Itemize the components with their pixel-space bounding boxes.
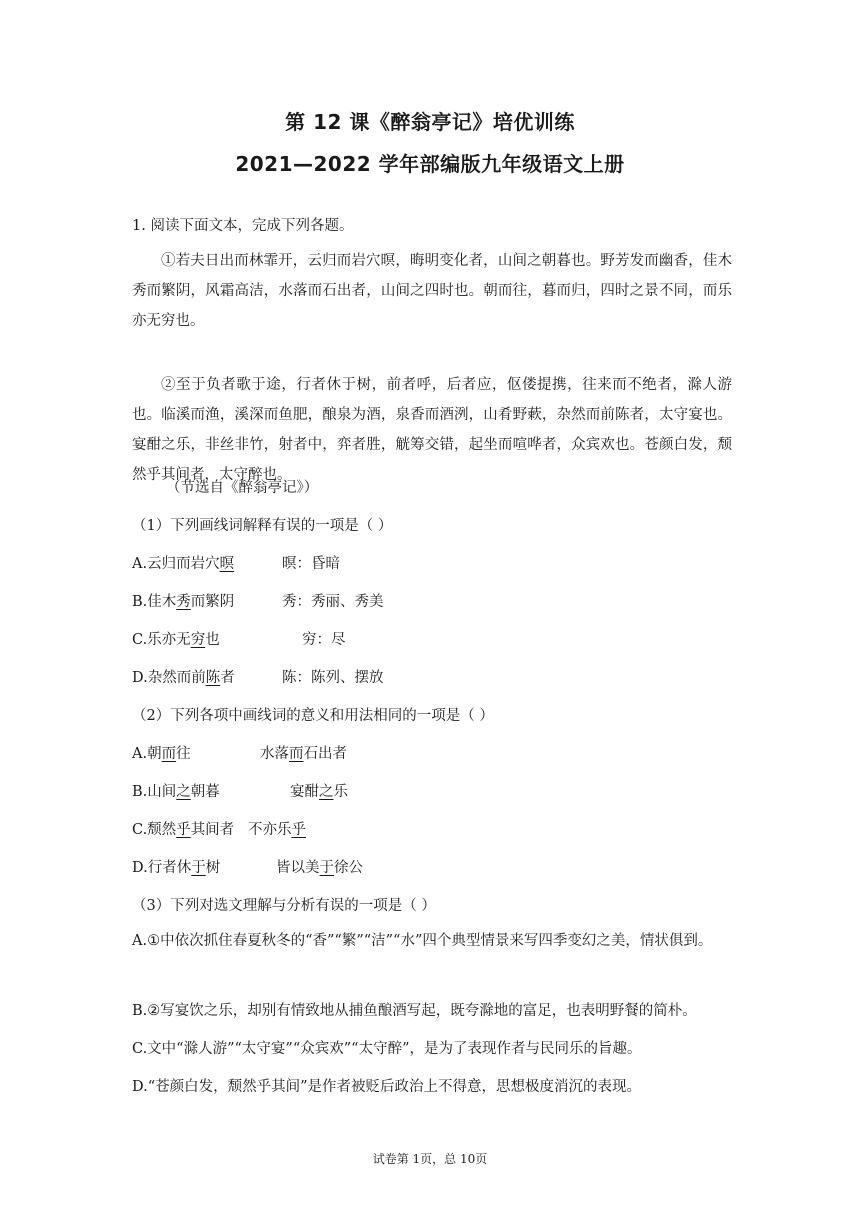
option-explanation: 秀：秀丽、秀美 bbox=[282, 594, 384, 610]
option-phrase: D.杂然而前陈者 bbox=[132, 670, 235, 686]
question-intro: 1. 阅读下面文本，完成下列各题。 bbox=[132, 218, 354, 234]
q1-stem: （1）下列画线词解释有误的一项是（ ） bbox=[132, 518, 393, 534]
passage-paragraph-2: ②至于负者歌于途，行者休于树，前者呼，后者应，伛偻提携，往来而不绝者，滁人游也。临溪而渔，溪深而鱼肥，酿泉为酒，泉香而酒洌，山肴野蔌，杂然而前陈者，太守宴也。宴酣之乐，非丝非竹，射者中，弈者胜，觥筹交错，起坐而喧哗者，众宾欢也。苍颜白发，颓然乎其间者，太守醉也。 bbox=[132, 377, 732, 483]
q1-option bbox=[132, 552, 340, 573]
underlined-word: 乎 bbox=[176, 822, 191, 838]
underlined-word: 穷 bbox=[190, 632, 206, 648]
option-phrase-a: D.行者休于树 bbox=[132, 860, 221, 876]
option-phrase-b: 皆以美于徐公 bbox=[276, 860, 363, 876]
option-phrase-b: 宴酣之乐 bbox=[290, 784, 348, 800]
q2-option bbox=[132, 742, 347, 763]
passage-paragraph-1: ①若夫日出而林霏开，云归而岩穴暝，晦明变化者，山间之朝暮也。野芳发而幽香，佳木秀而繁阴，风霜高洁，水落而石出者，山间之四时也。朝而往，暮而归，四时之景不同，而乐亦无穷也。 bbox=[132, 253, 732, 329]
passage-source: （节选自《醉翁亭记》） bbox=[166, 480, 319, 496]
option-phrase-b: 水落而石出者 bbox=[260, 746, 347, 762]
option-explanation: 穷：尽 bbox=[302, 632, 346, 648]
underlined-word: 乎 bbox=[291, 822, 306, 838]
option-phrase-b: 不亦乐乎 bbox=[248, 822, 306, 838]
q3-option-c: C.文中“滁人游”“太守宴”“众宾欢”“太守醉”，是为了表现作者与民同乐的旨趣。 bbox=[132, 1041, 642, 1057]
q2-option bbox=[132, 818, 306, 839]
exam-title: 第 12 课《醉翁亭记》培优训练 bbox=[285, 110, 575, 134]
page-footer: 试卷第 1页，总 10页 bbox=[372, 1152, 488, 1166]
q3-option-b: B.②写宴饮之乐，却别有情致地从捕鱼酿酒写起，既夸滁地的富足，也表明野餐的简朴。 bbox=[132, 1003, 697, 1019]
underlined-word: 而 bbox=[161, 746, 177, 762]
q3-option-d: D.“苍颜白发，颓然乎其间”是作者被贬后政治上不得意，思想极度消沉的表现。 bbox=[132, 1079, 642, 1095]
q2-option bbox=[132, 856, 363, 877]
option-phrase: C.乐亦无穷也 bbox=[132, 632, 220, 648]
underlined-word: 暝 bbox=[219, 556, 235, 572]
exam-subtitle: 2021—2022 学年部编版九年级语文上册 bbox=[235, 152, 625, 176]
q1-option bbox=[132, 590, 384, 611]
q3-stem: （3）下列对选文理解与分析有误的一项是（ ） bbox=[132, 898, 436, 914]
underlined-word: 秀 bbox=[176, 594, 191, 610]
underlined-word: 于 bbox=[319, 860, 334, 876]
q2-stem: （2）下列各项中画线词的意义和用法相同的一项是（ ） bbox=[132, 708, 494, 724]
q1-option bbox=[132, 628, 346, 649]
underlined-word: 陈 bbox=[205, 670, 221, 686]
q1-option bbox=[132, 666, 384, 687]
underlined-word: 于 bbox=[191, 860, 206, 876]
q2-option bbox=[132, 780, 348, 801]
option-explanation: 陈：陈列、摆放 bbox=[282, 670, 384, 686]
option-explanation: 暝：昏暗 bbox=[282, 556, 340, 572]
underlined-word: 之 bbox=[319, 784, 334, 800]
underlined-word: 而 bbox=[289, 746, 304, 762]
option-phrase-a: B.山间之朝暮 bbox=[132, 784, 220, 800]
option-phrase-a: A.朝而往 bbox=[132, 746, 191, 762]
q3-option-a: A.①中依次抓住春夏秋冬的“香”“繁”“洁”“水”四个典型情景来写四季变幻之美，情状俱到。 bbox=[132, 933, 713, 949]
option-phrase-a: C.颓然乎其间者 bbox=[132, 822, 235, 838]
option-phrase: A.云归而岩穴暝 bbox=[132, 556, 235, 572]
underlined-word: 之 bbox=[176, 784, 191, 800]
option-phrase: B.佳木秀而繁阴 bbox=[132, 594, 235, 610]
